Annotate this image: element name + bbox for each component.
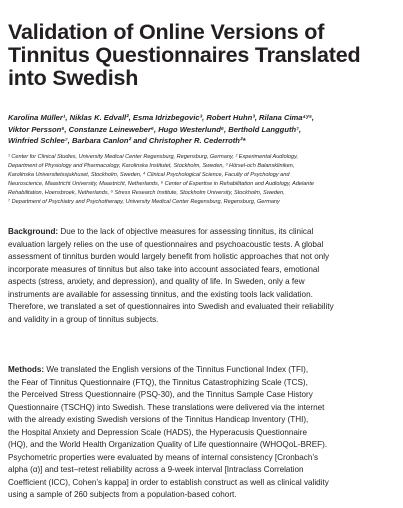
author-line: Viktor Persson⁶, Constanze Leineweber⁶, Hugo Westerlund⁶, Berthold Langguth⁷, <box>8 124 302 134</box>
affiliation-line: Karolinska Universitetssjukhuset, Stockholm, Sweden, ⁴ Clinical Psychological Science, Faculty of Psychology and <box>8 172 290 179</box>
abstract-background <box>8 226 397 326</box>
section-label-methods: Methods: <box>8 365 45 374</box>
abstract-line: using a sample of 260 subjects from a population-based cohort. <box>8 490 237 500</box>
section-label-background: Background: <box>8 227 59 236</box>
affiliation-line: ¹ Center for Clinical Studies, University Medical Center Regensburg, Regensburg, Germany, ² Experimental Audiology, <box>8 154 299 160</box>
abstract-line: with the already existing Swedish versions of the Tinnitus Handicap Inventory (THI), <box>8 415 309 425</box>
author-line: Winfried Schlee⁷, Barbara Canlon² and Christopher R. Cederroth²* <box>8 136 246 145</box>
affiliation-line: Rehabilitation, Hoensbroek, Netherlands, ⁶ Stress Research Institute, Stockholm University, Stockholm, Sweden, <box>8 190 285 197</box>
article-title <box>8 21 398 90</box>
author-list <box>8 112 400 147</box>
abstract-line: instruments are available for assessing tinnitus, and the existing tools lack validation. <box>8 289 313 299</box>
abstract-line <box>8 226 397 239</box>
abstract-line: (HQ), and the World Health Organization Quality of Life questionnaire (WHOQoL-BREF). <box>8 440 328 450</box>
abstract-line: Coefficient (ICC), Cohen’s kappa] in order to establish construct as well as clinical validity <box>8 477 329 487</box>
abstract-line: the Hospital Anxiety and Depression Scale (HADS), the Hyperacusis Questionnaire <box>8 427 307 437</box>
author-line: Karolina Müller¹, Niklas K. Edvall², Esma Idrizbegovic³, Robert Huhn³, Rilana Cima⁴ʸ⁵, <box>8 113 315 122</box>
abstract-line: Therefore, we translated a set of questionnaires into Swedish and evaluated their reliability <box>8 302 334 312</box>
abstract-line <box>8 364 397 377</box>
affiliations <box>8 153 400 208</box>
abstract-text: We translated the English versions of the Tinnitus Functional Index (TFI), <box>44 365 309 374</box>
abstract-text: Due to the lack of objective measures for assessing tinnitus, its clinical <box>58 227 314 236</box>
title-line: Tinnitus Questionnaires Translated <box>8 43 361 67</box>
abstract-line: alpha (α)] and test–retest reliability across a 9-week interval [Intraclass Correlation <box>8 465 304 475</box>
abstract-line: Psychometric properties were evaluated by means of internal consistency [Cronbach’s <box>8 452 319 462</box>
abstract-line: the Perceived Stress Questionnaire (PSQ-30), and the Tinnitus Sample Case History <box>8 390 313 400</box>
abstract-methods <box>8 364 397 502</box>
affiliation-line: ⁷ Department of Psychiatry and Psychotherapy, University Medical Center Regensburg, Regensburg, Germany <box>8 199 280 206</box>
title-line: Validation of Online Versions of <box>8 20 325 44</box>
abstract-line: Questionnaire (TSCHQ) into Swedish. These translations were delivered via the internet <box>8 402 325 412</box>
abstract-line: assessment of tinnitus burden would largely benefit from holistic approaches that not only <box>8 252 330 262</box>
affiliation-line: Neuroscience, Maastricht University, Maastricht, Netherlands, ⁵ Center of Expertise in Rehabilitation and Audiology, Adelante <box>8 181 315 188</box>
abstract-line: evaluation largely relies on the use of questionnaires and psychoacoustic tests. A global <box>8 239 324 249</box>
abstract-line: incorporate measures of tinnitus but also take into account associated fears, emotional <box>8 264 320 274</box>
abstract-line: aspects (stress, anxiety, and depression), and quality of life. In Sweden, only a few <box>8 277 305 287</box>
title-line: into Swedish <box>8 66 139 90</box>
abstract-line: the Fear of Tinnitus Questionnaire (FTQ), the Tinnitus Catastrophizing Scale (TCS), <box>8 377 308 387</box>
abstract-line: and validity in a group of tinnitus subjects. <box>8 314 159 324</box>
affiliation-line: Department of Physiology and Pharmacology, Karolinska Institutet, Stockholm, Sweden, ³ Hörsel-och Balanskliniken, <box>8 163 295 170</box>
